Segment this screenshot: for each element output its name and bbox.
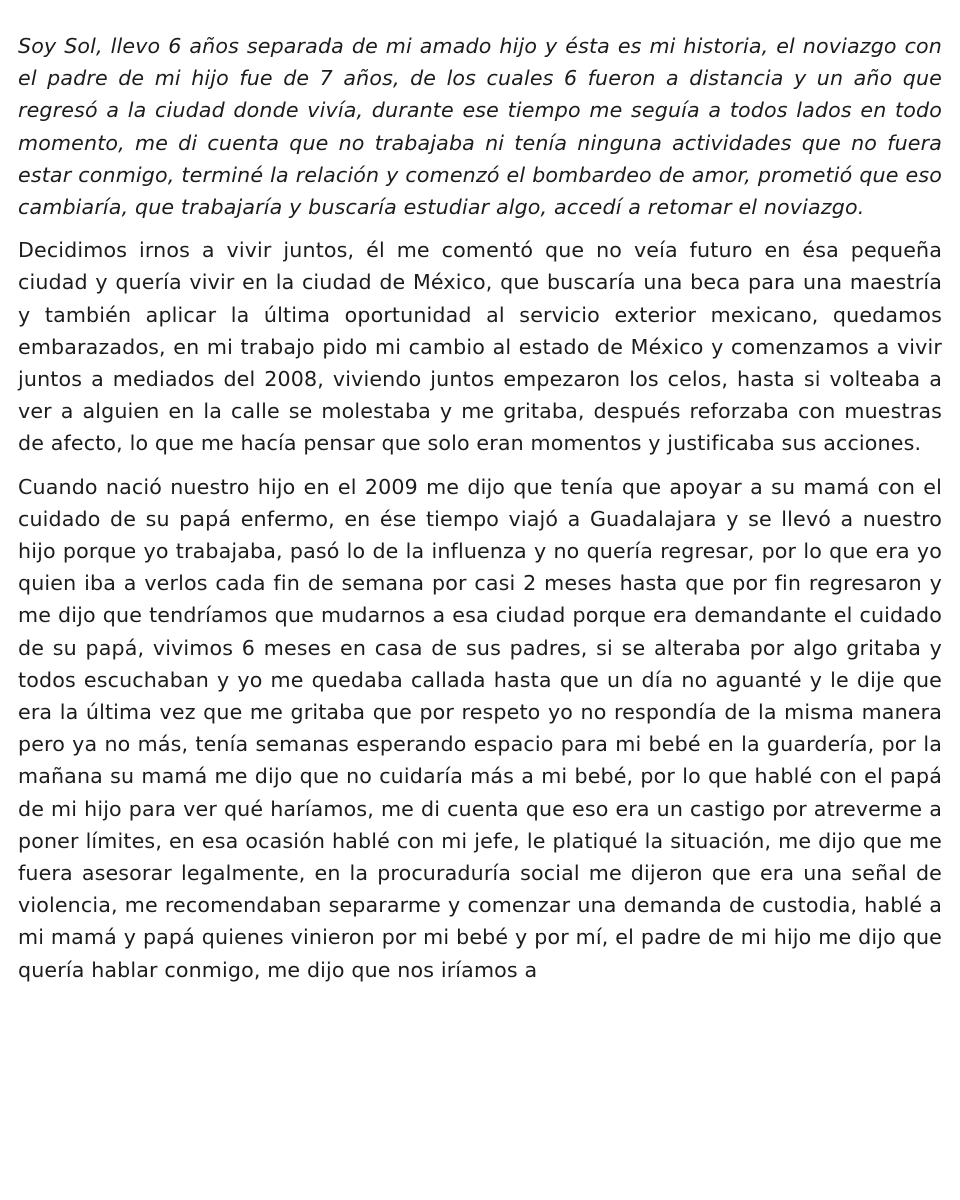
paragraph-moving-together: Decidimos irnos a vivir juntos, él me comentó que no veía futuro en ésa pequeña ciudad y quería vivir en la ciudad de México, que buscaría una beca para una maestría y también aplicar la última oportunidad al servicio exterior mexicano, quedamos embarazados, en mi trabajo pido mi cambio al estado de México y comenzamos a vivir juntos a mediados del 2008, viviendo juntos empezaron los celos, hasta si volteaba a ver a alguien en la calle se molestaba y me gritaba, después reforzaba con muestras de afecto, lo que me hacía pensar que solo eran momentos y justificaba sus acciones. bbox=[18, 238, 942, 456]
paragraph-intro: Soy Sol, llevo 6 años separada de mi amado hijo y ésta es mi historia, el noviazgo con el padre de mi hijo fue de 7 años, de los cuales 6 fueron a distancia y un año que regresó a la ciudad donde vivía, durante ese tiempo me seguía a todos lados en todo momento, me di cuenta que no trabajaba ni tenía ninguna actividades que no fuera estar conmigo, terminé la relación y comenzó el bombardeo de amor, prometió que eso cambiaría, que trabajaría y buscaría estudiar algo, accedí a retomar el noviazgo. bbox=[18, 34, 942, 220]
paragraph-son-born: Cuando nació nuestro hijo en el 2009 me dijo que tenía que apoyar a su mamá con el cuidado de su papá enfermo, en ése tiempo viajó a Guadalajara y se llevó a nuestro hijo porque yo trabajaba, pasó lo de la influenza y no quería regresar, por lo que era yo quien iba a verlos cada fin de semana por casi 2 meses hasta que por fin regresaron y me dijo que tendríamos que mudarnos a esa ciudad porque era demandante el cuidado de su papá, vivimos 6 meses en casa de sus padres, si se alteraba por algo gritaba y todos escuchaban y yo me quedaba callada hasta que un día no aguanté y le dije que era la última vez que me gritaba que por respeto yo no respondía de la misma manera pero ya no más, tenía semanas esperando espacio para mi bebé en la guardería, por la mañana su mamá me dijo que no cuidaría más a mi bebé, por lo que hablé con el papá de mi hijo para ver qué haríamos, me di cuenta que eso era un castigo por atreverme a poner límites, en esa ocasión hablé con mi jefe, le platiqué la situación, me dijo que me fuera asesorar legalmente, en la procuraduría social me dijeron que era una señal de violencia, me recomendaban separarme y comenzar una demanda de custodia, hablé a mi mamá y papá quienes vinieron por mi bebé y por mí, el padre de mi hijo me dijo que quería hablar conmigo, me dijo que nos iríamos a bbox=[18, 474, 942, 982]
